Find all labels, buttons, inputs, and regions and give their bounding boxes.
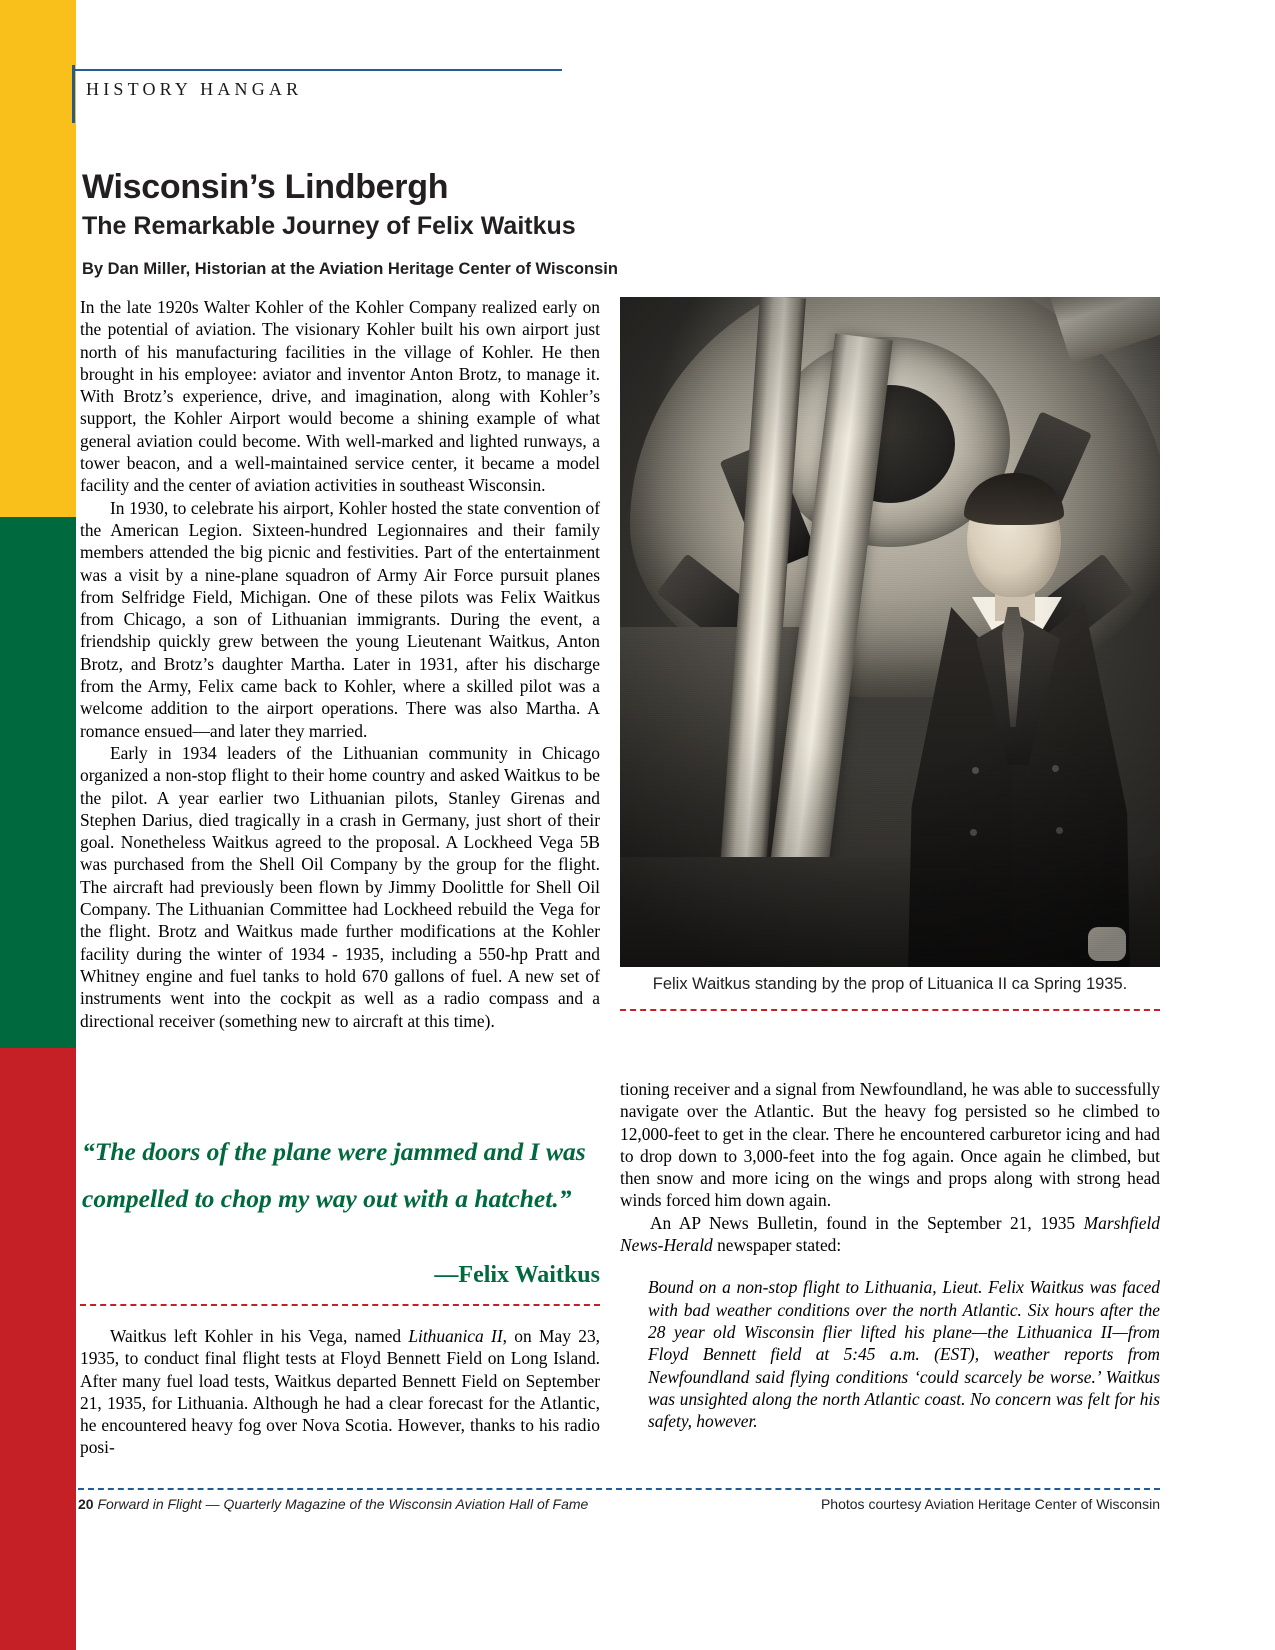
ship-name-italic: Lithuanica II xyxy=(408,1326,503,1346)
pull-quote-divider xyxy=(80,1304,600,1306)
right-column xyxy=(620,1078,1160,1432)
pull-quote: “The doors of the plane were jammed and I was compelled to chop my way out with a hatchet.” xyxy=(82,1137,586,1213)
color-bar-green-segment xyxy=(0,517,76,1048)
header-rule-vertical xyxy=(72,65,75,123)
color-bar-yellow-segment xyxy=(0,0,76,517)
photo-caption-divider xyxy=(620,1009,1160,1011)
page-number: 20 xyxy=(78,1496,94,1512)
body-paragraph: In 1930, to celebrate his airport, Kohler hosted the state convention of the American Legion. Sixteen-hundred Legionnaires and their family members attended the big picnic and festivities. Part of the entertainment was a visit by a nine-plane squadron of Army Air Force pursuit planes from Selfridge Field, Michigan. One of these pilots was Felix Waitkus from Chicago, a son of Lithuanian immigrants. During the event, a friendship quickly grew between the young Lieutenant Waitkus, Anton Brotz, and Brotz’s daughter Martha. Later in 1931, after his discharge from the Army, Felix came back to Kohler, where a skilled pilot was a welcome addition to the airport operations. There was also Martha. A romance ensued—and later they married. xyxy=(80,497,600,741)
body-paragraph xyxy=(80,1325,600,1459)
left-column-bottom xyxy=(80,1325,600,1459)
page-subtitle: The Remarkable Journey of Felix Waitkus xyxy=(82,212,576,240)
section-header xyxy=(72,55,592,121)
pull-quote-attribution: —Felix Waitkus xyxy=(434,1262,600,1288)
color-bar-red-segment xyxy=(0,1048,76,1650)
publication-name: Forward in Flight — Quarterly Magazine of the Wisconsin Aviation Hall of Fame xyxy=(97,1496,589,1512)
left-column-top xyxy=(80,296,600,1032)
photo-credit: Photos courtesy Aviation Heritage Center of Wisconsin xyxy=(820,1496,1160,1512)
body-paragraph xyxy=(620,1212,1160,1257)
newspaper-name-italic: Marshfield News-Herald xyxy=(620,1212,1160,1256)
header-rule-horizontal xyxy=(72,69,562,71)
footer-divider xyxy=(78,1488,1160,1490)
sentence-tail: , on May 23, 1935, to conduct final flight tests at Floyd Bennett Field on Long Island. After many fuel load tests, Waitkus departed Bennett Field on September 21, 1935, for Lithuania. Although he had a clear forecast for the Atlantic, he encountered heavy fog over Nova Scotia. However, thanks to his radio posi- xyxy=(80,1326,600,1458)
photo-caption: Felix Waitkus standing by the prop of Lituanica II ca Spring 1935. xyxy=(652,975,1128,993)
page-title: Wisconsin’s Lindbergh xyxy=(82,168,449,206)
section-kicker-label: HISTORY HANGAR xyxy=(86,79,303,99)
article-photo xyxy=(620,297,1160,967)
body-paragraph: tioning receiver and a signal from Newfoundland, he was able to successfully navigate over the Atlantic. But the heavy fog persisted so he climbed to 12,000-feet to get in the clear. There he encountered carburetor icing and had to drop down to 3,000-feet into the fog again. Once again he climbed, but then snow and more icing on the wings and props along with strong head winds forced him down again. xyxy=(620,1079,1160,1211)
sentence-lead: An AP News Bulletin, found in the September 21, 1935 xyxy=(650,1212,1084,1233)
sentence-lead: Waitkus left Kohler in his Vega, named xyxy=(110,1326,409,1346)
sentence-tail: newspaper stated: xyxy=(712,1235,842,1256)
news-bulletin-blockquote: Bound on a non-stop flight to Lithuania, Lieut. Felix Waitkus was faced with bad weather conditions over the north Atlantic. Six hours after the 28 year old Wisconsin flier lifted his plane—the Lithuanica II—from Floyd Bennett field at 5:45 a.m. (EST), weather reports from Newfoundland said flying conditions ‘could scarcely be worse.’ Waitkus was unsighted along the north Atlantic coast. No concern was felt for his safety, however. xyxy=(648,1277,1160,1432)
body-paragraph: Early in 1934 leaders of the Lithuanian community in Chicago organized a non-stop flight to their home country and asked Waitkus to be the pilot. A year earlier two Lithuanian pilots, Stanley Girenas and Stephen Darius, died tragically in a crash in Germany, just short of their goal. Nonetheless Waitkus agreed to the proposal. A Lockheed Vega 5B was purchased from the Shell Oil Company by the group for the flight. The aircraft had previously been flown by Jimmy Doolittle for Shell Oil Company. The Lithuanian Committee had Lockheed rebuild the Vega for the flight. Brotz and Waitkus made further modifications at the Kohler facility during the winter of 1934 - 1935, including a 550-hp Pratt and Whitney engine and fuel tanks to hold 670 gallons of fuel. A new set of instruments went into the cockpit as well as a radio compass and a directional receiver (something new to aircraft at this time). xyxy=(80,742,600,1031)
left-color-bar xyxy=(0,0,76,1650)
body-paragraph: In the late 1920s Walter Kohler of the Kohler Company realized early on the potential of aviation. The visionary Kohler built his own airport just north of his manufacturing facilities in the village of Kohler. He then brought in his employee: aviator and inventor Anton Brotz, to manage it. With Brotz’s experience, drive, and imagination, along with Kohler’s support, the Kohler Airport would become a shining example of what general aviation could become. With well-marked and lighted runways, a tower beacon, and a well-maintained service center, it became a model facility and the center of aviation activities in southeast Wisconsin. xyxy=(80,297,600,496)
photo-film-grain xyxy=(620,297,1160,967)
footer-left xyxy=(78,1496,588,1512)
byline: By Dan Miller, Historian at the Aviation Heritage Center of Wisconsin xyxy=(82,260,618,278)
